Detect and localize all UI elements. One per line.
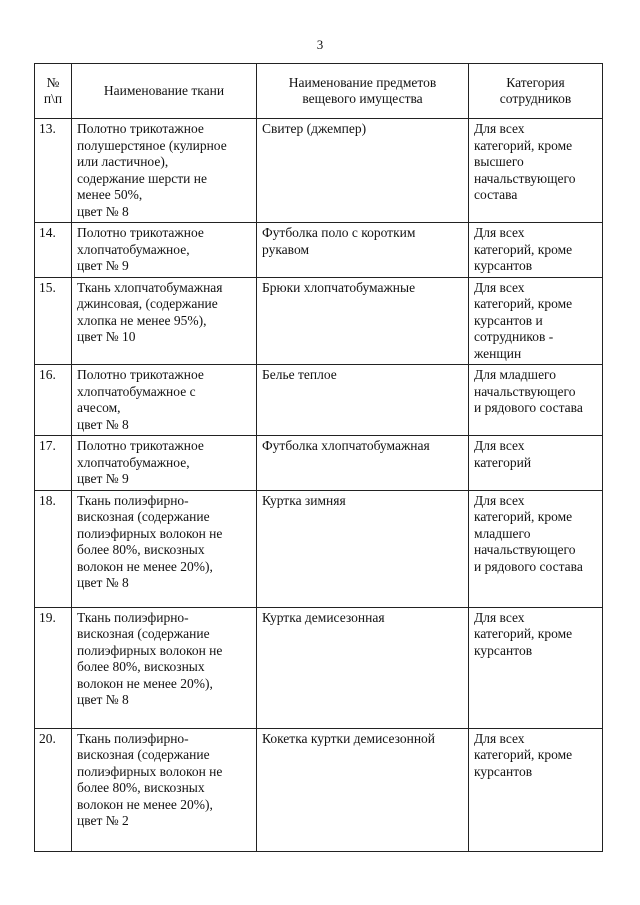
- row-number: 19.: [35, 607, 72, 728]
- fabric-name: Полотно трикотажное полушерстяное (кулирное или ластичное), содержание шерсти не менее 50%, цвет № 8: [72, 119, 257, 223]
- page-number: 3: [316, 37, 324, 52]
- row-number: 18.: [35, 490, 72, 607]
- staff-category: Для всех категорий, кроме младшего начальствующего и рядового состава: [469, 490, 603, 607]
- table-row: [35, 490, 603, 607]
- staff-category: Для всех категорий, кроме курсантов: [469, 223, 603, 278]
- row-number: 17.: [35, 436, 72, 491]
- staff-category: Для всех категорий: [469, 436, 603, 491]
- item-name: Футболка хлопчатобумажная: [257, 436, 469, 491]
- table-row: [35, 365, 603, 436]
- staff-category: Для младшего начальствующего и рядового состава: [469, 365, 603, 436]
- fabric-name: Ткань полиэфирно- вискозная (содержание полиэфирных волокон не более 80%, вискозных волокон не менее 20%), цвет № 8: [72, 490, 257, 607]
- item-name: Футболка поло с коротким рукавом: [257, 223, 469, 278]
- staff-category: Для всех категорий, кроме курсантов: [469, 607, 603, 728]
- item-name: Кокетка куртки демисезонной: [257, 728, 469, 851]
- table-row: [35, 277, 603, 365]
- fabric-name: Ткань полиэфирно- вискозная (содержание полиэфирных волокон не более 80%, вискозных волокон не менее 20%), цвет № 8: [72, 607, 257, 728]
- staff-category: Для всех категорий, кроме высшего начальствующего состава: [469, 119, 603, 223]
- staff-category: Для всех категорий, кроме курсантов: [469, 728, 603, 851]
- fabric-table: [34, 63, 603, 852]
- header-number: № п\п: [35, 64, 72, 119]
- row-number: 14.: [35, 223, 72, 278]
- fabric-name: Полотно трикотажное хлопчатобумажное с aчесом, цвет № 8: [72, 365, 257, 436]
- fabric-name: Полотно трикотажное хлопчатобумажное, цвет № 9: [72, 436, 257, 491]
- row-number: 13.: [35, 119, 72, 223]
- row-number: 16.: [35, 365, 72, 436]
- table-row: [35, 728, 603, 851]
- table-row: [35, 119, 603, 223]
- header-staff-category: Категория сотрудников: [469, 64, 603, 119]
- item-name: Свитер (джемпер): [257, 119, 469, 223]
- item-name: Куртка демисезонная: [257, 607, 469, 728]
- table-row: [35, 223, 603, 278]
- header-item-name: Наименование предметов вещевого имущества: [257, 64, 469, 119]
- item-name: Белье теплое: [257, 365, 469, 436]
- item-name: Брюки хлопчатобумажные: [257, 277, 469, 365]
- fabric-name: Полотно трикотажное хлопчатобумажное, цвет № 9: [72, 223, 257, 278]
- table-row: [35, 436, 603, 491]
- table-header-row: [35, 64, 603, 119]
- header-fabric-name: Наименование ткани: [72, 64, 257, 119]
- staff-category: Для всех категорий, кроме курсантов и сотрудников - женщин: [469, 277, 603, 365]
- table-row: [35, 607, 603, 728]
- item-name: Куртка зимняя: [257, 490, 469, 607]
- fabric-name: Ткань полиэфирно- вискозная (содержание полиэфирных волокон не более 80%, вискозных волокон не менее 20%), цвет № 2: [72, 728, 257, 851]
- row-number: 15.: [35, 277, 72, 365]
- fabric-name: Ткань хлопчатобумажная джинсовая, (содержание хлопка не менее 95%), цвет № 10: [72, 277, 257, 365]
- row-number: 20.: [35, 728, 72, 851]
